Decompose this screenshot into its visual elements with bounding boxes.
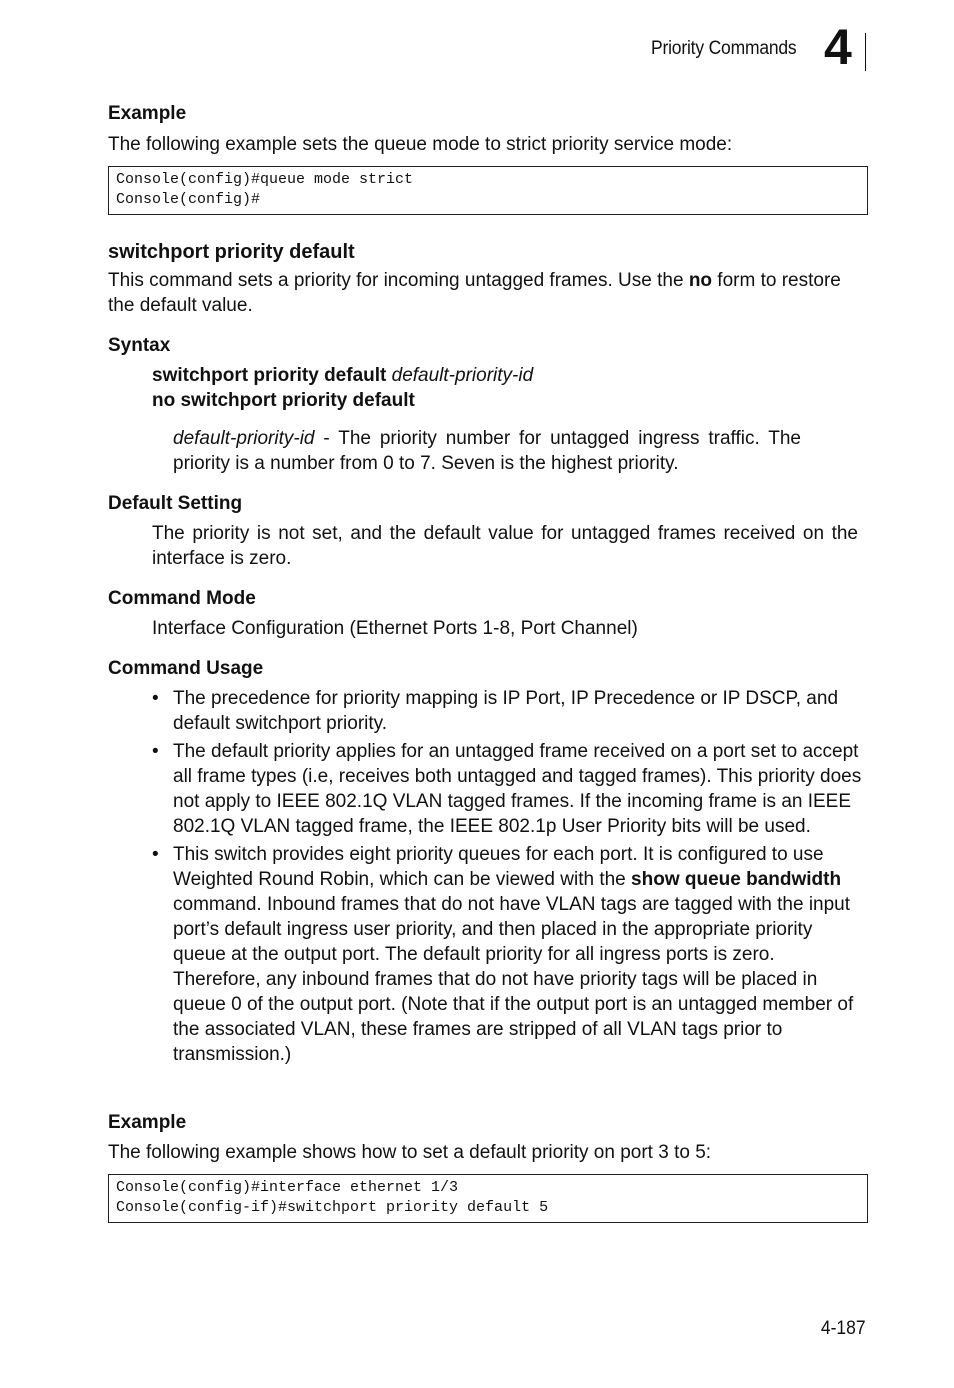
list-item-text: The default priority applies for an untagged frame received on a port set to accept all frame types (i.e, receives both untagged and tagged frames). This priority does not apply to IEEE 802.1Q VLAN tagged frames. If the incoming frame is an IEEE 802.1Q VLAN tagged frame, the IEEE 802.1p User Priority bits will be used. bbox=[173, 741, 862, 837]
page-number: 4-187 bbox=[821, 1318, 866, 1339]
example-intro: The following example shows how to set a default priority on port 3 to 5: bbox=[108, 1142, 712, 1163]
code-line: Console(config)#queue mode strict bbox=[116, 171, 414, 188]
code-block bbox=[108, 166, 868, 215]
bullet: • bbox=[152, 688, 159, 709]
code-line: Console(config-if)#switchport priority default 5 bbox=[116, 1199, 549, 1216]
syntax-line bbox=[152, 388, 415, 413]
syntax-parameter: default-priority-id bbox=[391, 365, 534, 386]
code-line: Console(config)# bbox=[116, 191, 261, 208]
command-title: switchport priority default bbox=[108, 241, 355, 263]
example-heading: Example bbox=[108, 103, 187, 124]
syntax-command: switchport priority default bbox=[152, 365, 387, 386]
running-header-title: Priority Commands bbox=[651, 38, 797, 59]
chapter-number: 4 bbox=[824, 19, 852, 75]
list-item bbox=[152, 739, 865, 839]
usage-list bbox=[152, 686, 865, 1070]
list-item bbox=[152, 842, 865, 1067]
command-description bbox=[108, 268, 868, 318]
description-text: This command sets a priority for incoming untagged frames. Use the bbox=[108, 270, 689, 291]
list-item-text: This switch provides eight priority queues for each port. It is configured to use Weighted Round Robin, which can be viewed with the bbox=[173, 844, 824, 890]
code-line: Console(config)#interface ethernet 1/3 bbox=[116, 1179, 459, 1196]
syntax-command: no switchport priority default bbox=[152, 390, 415, 411]
syntax-heading: Syntax bbox=[108, 335, 171, 356]
bullet: • bbox=[152, 844, 159, 865]
command-reference: show queue bandwidth bbox=[631, 869, 842, 890]
parameter-name: default-priority-id bbox=[173, 428, 315, 449]
example-intro: The following example sets the queue mode to strict priority service mode: bbox=[108, 134, 733, 155]
list-item-text: command. Inbound frames that do not have VLAN tags are tagged with the input port’s default ingress user priority, and then placed in the appropriate priority queue at the output port. The default priority for all ingress ports is zero. Therefore, any inbound frames that do not have priority tags will be placed in queue 0 of the output port. (Note that if the output port is an untagged member of the associated VLAN, these frames are stripped of all VLAN tags prior to transmission.) bbox=[173, 894, 854, 1065]
list-item-text: The precedence for priority mapping is IP Port, IP Precedence or IP DSCP, and default switchport priority. bbox=[173, 688, 839, 734]
command-usage-heading: Command Usage bbox=[108, 658, 264, 679]
default-setting-text: The priority is not set, and the default value for untagged frames received on the interface is zero. bbox=[152, 523, 858, 569]
description-text: form to restore the default value. bbox=[108, 270, 841, 316]
command-mode-heading: Command Mode bbox=[108, 588, 256, 609]
chapter-divider bbox=[865, 33, 866, 71]
example-heading: Example bbox=[108, 1112, 187, 1133]
code-block bbox=[108, 1174, 868, 1223]
list-item bbox=[152, 686, 865, 736]
no-keyword: no bbox=[688, 270, 713, 291]
bullet: • bbox=[152, 741, 159, 762]
parameter-description bbox=[173, 426, 801, 476]
parameter-text: - The priority number for untagged ingress traffic. The priority is a number from 0 to 7. Seven is the highest priority. bbox=[173, 428, 801, 474]
command-mode-text: Interface Configuration (Ethernet Ports 1-8, Port Channel) bbox=[152, 618, 638, 639]
default-setting-heading: Default Setting bbox=[108, 493, 243, 514]
syntax-line bbox=[152, 363, 533, 388]
